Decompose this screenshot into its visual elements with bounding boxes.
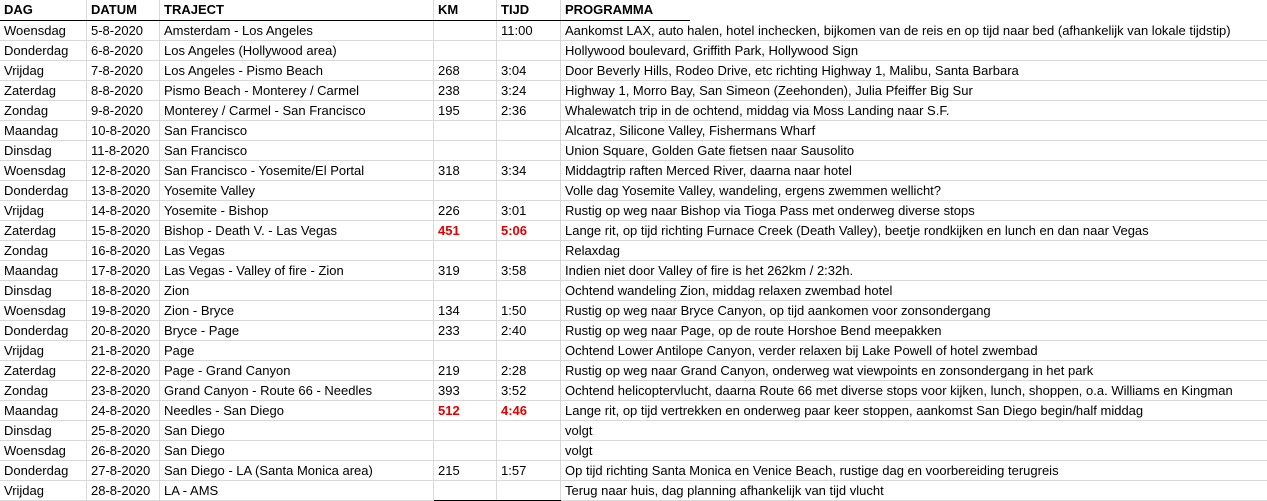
- cell-datum[interactable]: 12-8-2020: [91, 163, 151, 178]
- cell-dag[interactable]: Woensdag: [4, 23, 66, 38]
- cell-tijd[interactable]: 2:40: [501, 323, 527, 338]
- cell-programma[interactable]: Union Square, Golden Gate fietsen naar Sausolito: [565, 143, 855, 158]
- cell-programma[interactable]: Op tijd richting Santa Monica en Venice Beach, rustige dag en voorbereiding terugreis: [565, 463, 1059, 478]
- cell-programma[interactable]: Rustig op weg naar Bishop via Tioga Pass met onderweg diverse stops: [565, 203, 975, 218]
- header-cell-dag[interactable]: DAG: [4, 2, 33, 17]
- cell-programma[interactable]: Lange rit, op tijd richting Furnace Creek (Death Valley), beetje rondkijken en lunch en dan naar Vegas: [565, 223, 1149, 238]
- cell-programma[interactable]: Ochtend wandeling Zion, middag relaxen zwembad hotel: [565, 283, 893, 298]
- cell-tijd[interactable]: [497, 41, 501, 61]
- cell-km[interactable]: [434, 281, 438, 301]
- table-row: [0, 241, 1267, 261]
- cell-programma[interactable]: Rustig op weg naar Grand Canyon, onderweg wat viewpoints en zonsondergang in het park: [565, 363, 1094, 378]
- cell-datum[interactable]: 9-8-2020: [91, 103, 144, 118]
- cell-tijd[interactable]: [497, 241, 501, 261]
- cell-datum[interactable]: 5-8-2020: [91, 23, 144, 38]
- cell-dag[interactable]: Zaterdag: [4, 363, 57, 378]
- cell-traject[interactable]: Needles - San Diego: [164, 403, 284, 418]
- cell-km[interactable]: 226: [438, 203, 460, 218]
- cell-traject[interactable]: Las Vegas: [164, 243, 225, 258]
- cell-dag[interactable]: Vrijdag: [4, 203, 44, 218]
- cell-traject[interactable]: San Diego - LA (Santa Monica area): [164, 463, 373, 478]
- cell-programma[interactable]: Hollywood boulevard, Griffith Park, Hollywood Sign: [565, 43, 859, 58]
- cell-datum[interactable]: 17-8-2020: [91, 263, 151, 278]
- cell-dag[interactable]: Vrijdag: [4, 63, 44, 78]
- cell-traject[interactable]: Los Angeles - Pismo Beach: [164, 63, 323, 78]
- cell-programma[interactable]: Whalewatch trip in de ochtend, middag via Moss Landing naar S.F.: [565, 103, 950, 118]
- cell-dag[interactable]: Woensdag: [4, 163, 66, 178]
- cell-tijd[interactable]: 3:01: [501, 203, 527, 218]
- cell-datum[interactable]: 8-8-2020: [91, 83, 144, 98]
- cell-tijd[interactable]: 3:24: [501, 83, 527, 98]
- table-row: [0, 161, 1267, 181]
- cell-datum[interactable]: 28-8-2020: [91, 483, 151, 498]
- cell-tijd[interactable]: [497, 481, 501, 501]
- cell-datum[interactable]: 22-8-2020: [91, 363, 151, 378]
- cell-dag[interactable]: Zaterdag: [4, 83, 57, 98]
- cell-dag[interactable]: Vrijdag: [4, 483, 44, 498]
- cell-programma[interactable]: Door Beverly Hills, Rodeo Drive, etc richting Highway 1, Malibu, Santa Barbara: [565, 63, 1019, 78]
- cell-dag[interactable]: Donderdag: [4, 183, 69, 198]
- table-row: [0, 381, 1267, 401]
- cell-dag[interactable]: Woensdag: [4, 443, 66, 458]
- cell-dag[interactable]: Zondag: [4, 243, 49, 258]
- table-row: [0, 81, 1267, 101]
- cell-datum[interactable]: 23-8-2020: [91, 383, 151, 398]
- table-row: [0, 261, 1267, 281]
- table-row: [0, 321, 1267, 341]
- cell-km[interactable]: [434, 21, 438, 41]
- table-row: [0, 41, 1267, 61]
- cell-programma[interactable]: Alcatraz, Silicone Valley, Fishermans Wharf: [565, 123, 816, 138]
- cell-dag[interactable]: Zaterdag: [4, 223, 57, 238]
- table-row: [0, 21, 1267, 41]
- header-row: [0, 0, 1267, 20]
- cell-dag[interactable]: Donderdag: [4, 323, 69, 338]
- cell-datum[interactable]: 19-8-2020: [91, 303, 151, 318]
- cell-datum[interactable]: 26-8-2020: [91, 443, 151, 458]
- cell-km[interactable]: [434, 341, 438, 361]
- cell-dag[interactable]: Dinsdag: [4, 143, 52, 158]
- cell-km[interactable]: 195: [438, 103, 460, 118]
- cell-programma[interactable]: Lange rit, op tijd vertrekken en onderweg paar keer stoppen, aankomst San Diego begin/half middag: [565, 403, 1144, 418]
- cell-km[interactable]: 233: [438, 323, 460, 338]
- cell-traject[interactable]: San Francisco: [164, 143, 248, 158]
- cell-km[interactable]: 268: [438, 63, 460, 78]
- cell-km[interactable]: 219: [438, 363, 460, 378]
- header-cell-datum[interactable]: DATUM: [91, 2, 137, 17]
- cell-programma[interactable]: Terug naar huis, dag planning afhankelijk van tijd vlucht: [565, 483, 884, 498]
- cell-tijd[interactable]: [497, 421, 501, 441]
- cell-traject[interactable]: San Francisco: [164, 123, 248, 138]
- header-cell-traject[interactable]: TRAJECT: [164, 2, 224, 17]
- cell-dag[interactable]: Dinsdag: [4, 283, 52, 298]
- header-cell-programma[interactable]: PROGRAMMA: [565, 2, 654, 17]
- cell-km[interactable]: [434, 181, 438, 201]
- cell-dag[interactable]: Maandag: [4, 263, 59, 278]
- table-row: [0, 201, 1267, 221]
- header-cell-km[interactable]: KM: [438, 2, 459, 17]
- cell-tijd[interactable]: [497, 181, 501, 201]
- cell-tijd[interactable]: [497, 441, 501, 461]
- cell-traject[interactable]: San Diego: [164, 423, 225, 438]
- cell-km[interactable]: [434, 241, 438, 261]
- cell-km[interactable]: 318: [438, 163, 460, 178]
- cell-traject[interactable]: Monterey / Carmel - San Francisco: [164, 103, 366, 118]
- cell-dag[interactable]: Maandag: [4, 403, 59, 418]
- cell-traject[interactable]: San Diego: [164, 443, 225, 458]
- table-row: [0, 281, 1267, 301]
- cell-km[interactable]: 319: [438, 263, 460, 278]
- cell-km[interactable]: 451: [438, 223, 460, 238]
- cell-tijd[interactable]: [497, 281, 501, 301]
- table-row: [0, 61, 1267, 81]
- cell-datum[interactable]: 16-8-2020: [91, 243, 151, 258]
- cell-traject[interactable]: Las Vegas - Valley of fire - Zion: [164, 263, 344, 278]
- cell-dag[interactable]: Vrijdag: [4, 343, 44, 358]
- table-row: [0, 401, 1267, 421]
- cell-datum[interactable]: 13-8-2020: [91, 183, 151, 198]
- cell-tijd[interactable]: 11:00: [501, 23, 533, 38]
- cell-km[interactable]: [434, 481, 438, 501]
- cell-datum[interactable]: 6-8-2020: [91, 43, 144, 58]
- table-row: [0, 121, 1267, 141]
- cell-datum[interactable]: 11-8-2020: [91, 143, 150, 158]
- cell-km[interactable]: [434, 121, 438, 141]
- cell-datum[interactable]: 27-8-2020: [91, 463, 151, 478]
- cell-datum[interactable]: 15-8-2020: [91, 223, 151, 238]
- cell-km[interactable]: 238: [438, 83, 460, 98]
- cell-tijd[interactable]: 3:04: [501, 63, 527, 78]
- cell-programma[interactable]: Middagtrip raften Merced River, daarna naar hotel: [565, 163, 852, 178]
- cell-km[interactable]: [434, 421, 438, 441]
- cell-programma[interactable]: Ochtend Lower Antilope Canyon, verder relaxen bij Lake Powell of hotel zwembad: [565, 343, 1038, 358]
- cell-tijd[interactable]: 4:46: [501, 403, 528, 418]
- table-row: [0, 101, 1267, 121]
- cell-tijd[interactable]: 2:28: [501, 363, 527, 378]
- cell-programma[interactable]: Rustig op weg naar Page, op de route Horshoe Bend meepakken: [565, 323, 942, 338]
- table-row: [0, 361, 1267, 381]
- cell-traject[interactable]: Page: [164, 343, 195, 358]
- cell-dag[interactable]: Zondag: [4, 383, 49, 398]
- table-row: [0, 141, 1267, 161]
- cell-datum[interactable]: 24-8-2020: [91, 403, 151, 418]
- cell-programma[interactable]: Indien niet door Valley of fire is het 262km / 2:32h.: [565, 263, 854, 278]
- cell-km[interactable]: 393: [438, 383, 460, 398]
- cell-programma[interactable]: Ochtend helicoptervlucht, daarna Route 66 met diverse stops voor kijken, lunch, shoppen, o.a. Williams en Kingman: [565, 383, 1233, 398]
- cell-dag[interactable]: Donderdag: [4, 43, 69, 58]
- cell-dag[interactable]: Donderdag: [4, 463, 69, 478]
- table-row: [0, 481, 1267, 501]
- cell-traject[interactable]: Page - Grand Canyon: [164, 363, 291, 378]
- cell-traject[interactable]: Zion - Bryce: [164, 303, 235, 318]
- cell-programma[interactable]: Volle dag Yosemite Valley, wandeling, ergens zwemmen wellicht?: [565, 183, 942, 198]
- cell-traject[interactable]: Amsterdam - Los Angeles: [164, 23, 313, 38]
- header-cell-tijd[interactable]: TIJD: [501, 2, 530, 17]
- cell-km[interactable]: [434, 41, 438, 61]
- cell-tijd[interactable]: [497, 341, 501, 361]
- cell-tijd[interactable]: 3:52: [501, 383, 527, 398]
- cell-traject[interactable]: Bishop - Death V. - Las Vegas: [164, 223, 337, 238]
- cell-tijd[interactable]: 3:58: [501, 263, 527, 278]
- cell-traject[interactable]: Pismo Beach - Monterey / Carmel: [164, 83, 360, 98]
- cell-traject[interactable]: Grand Canyon - Route 66 - Needles: [164, 383, 373, 398]
- cell-traject[interactable]: Bryce - Page: [164, 323, 240, 338]
- cell-programma[interactable]: Relaxdag: [565, 243, 620, 258]
- cell-programma[interactable]: Rustig op weg naar Bryce Canyon, op tijd aankomen voor zonsondergang: [565, 303, 991, 318]
- cell-traject[interactable]: LA - AMS: [164, 483, 219, 498]
- cell-km[interactable]: [434, 441, 438, 461]
- cell-dag[interactable]: Woensdag: [4, 303, 66, 318]
- cell-km[interactable]: 215: [438, 463, 460, 478]
- cell-tijd[interactable]: 2:36: [501, 103, 527, 118]
- cell-datum[interactable]: 10-8-2020: [91, 123, 151, 138]
- cell-traject[interactable]: Yosemite Valley: [164, 183, 256, 198]
- cell-traject[interactable]: Yosemite - Bishop: [164, 203, 269, 218]
- cell-datum[interactable]: 20-8-2020: [91, 323, 151, 338]
- table-row: [0, 181, 1267, 201]
- cell-tijd[interactable]: [497, 121, 501, 141]
- cell-datum[interactable]: 14-8-2020: [91, 203, 151, 218]
- cell-programma[interactable]: Aankomst LAX, auto halen, hotel inchecken, bijkomen van de reis en op tijd naar bed (afhankelijk van lokale tijdstip): [565, 23, 1231, 38]
- cell-km[interactable]: [434, 141, 438, 161]
- table-row: [0, 221, 1267, 241]
- cell-datum[interactable]: 18-8-2020: [91, 283, 151, 298]
- table-row: [0, 421, 1267, 441]
- cell-datum[interactable]: 7-8-2020: [91, 63, 144, 78]
- table-row: [0, 441, 1267, 461]
- cell-km[interactable]: 512: [438, 403, 460, 418]
- cell-dag[interactable]: Maandag: [4, 123, 59, 138]
- cell-dag[interactable]: Zondag: [4, 103, 49, 118]
- cell-tijd[interactable]: 3:34: [501, 163, 527, 178]
- table-row: [0, 461, 1267, 481]
- table-row: [0, 301, 1267, 321]
- cell-dag[interactable]: Dinsdag: [4, 423, 52, 438]
- cell-tijd[interactable]: 5:06: [501, 223, 528, 238]
- cell-programma[interactable]: Highway 1, Morro Bay, San Simeon (Zeehonden), Julia Pfeiffer Big Sur: [565, 83, 973, 98]
- cell-traject[interactable]: Zion: [164, 283, 190, 298]
- cell-programma[interactable]: volgt: [565, 443, 593, 458]
- cell-traject[interactable]: Los Angeles (Hollywood area): [164, 43, 337, 58]
- cell-datum[interactable]: 25-8-2020: [91, 423, 151, 438]
- cell-tijd[interactable]: [497, 141, 501, 161]
- cell-km[interactable]: 134: [438, 303, 460, 318]
- cell-traject[interactable]: San Francisco - Yosemite/El Portal: [164, 163, 365, 178]
- cell-datum[interactable]: 21-8-2020: [91, 343, 151, 358]
- cell-tijd[interactable]: 1:50: [501, 303, 527, 318]
- table-row: [0, 341, 1267, 361]
- cell-tijd[interactable]: 1:57: [501, 463, 527, 478]
- cell-programma[interactable]: volgt: [565, 423, 593, 438]
